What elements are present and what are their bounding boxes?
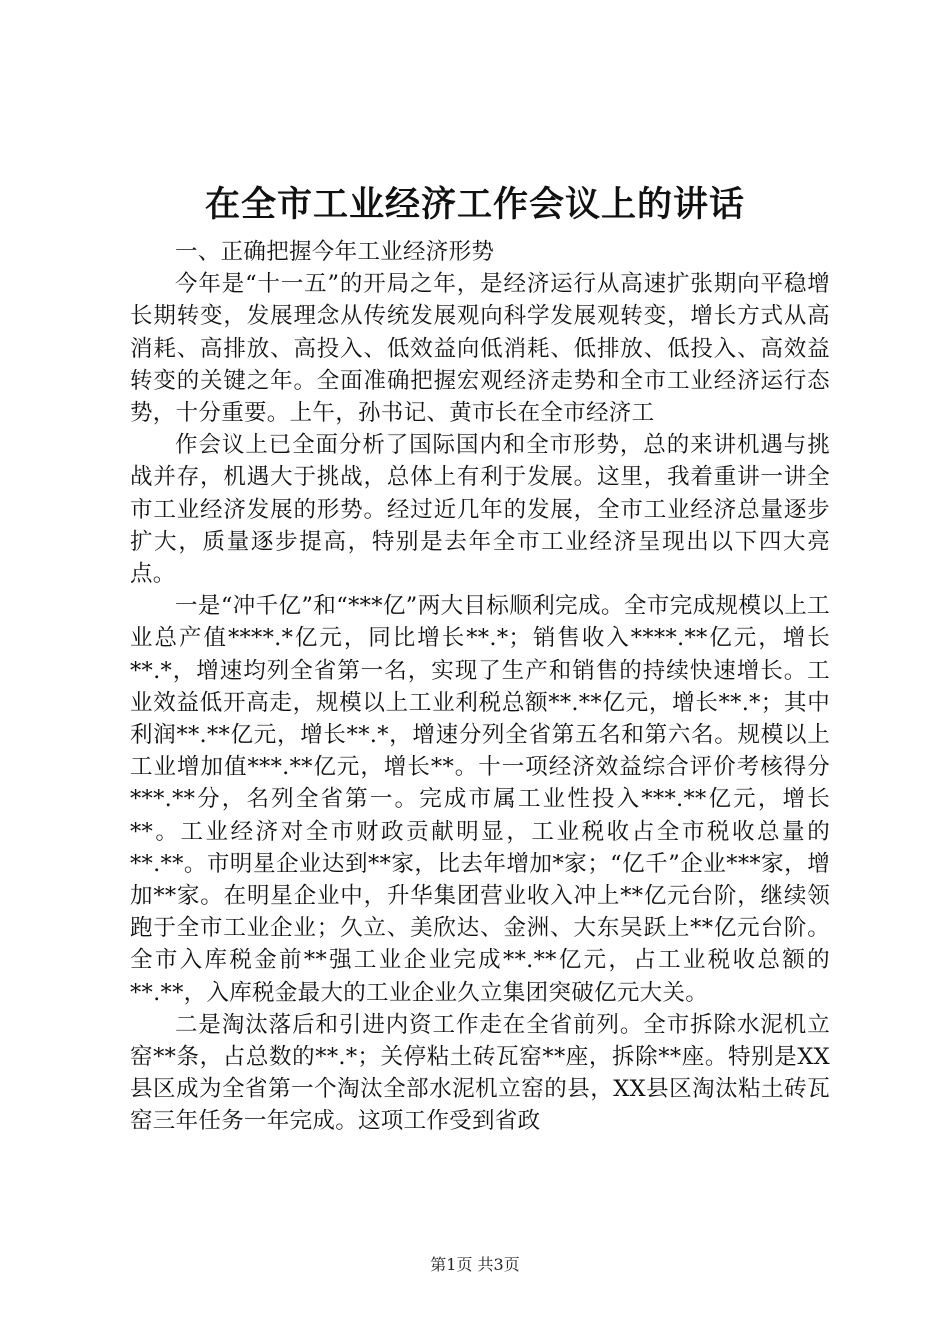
body-paragraph: 二是淘汰落后和引进内资工作走在全省前列。全市拆除水泥机立窑**条，占总数的**.*；关停粘土砖瓦窑**座，拆除**座。特别是XX县区成为全省第一个淘汰全部水泥机立窑的县，XX县区淘汰粘土砖瓦窑三年任务一年完成。这项工作受到省政 (130, 1011, 830, 1135)
body-paragraph: 今年是“十一五”的开局之年，是经济运行从高速扩张期向平稳增长期转变，发展理念从传统发展观向科学发展观转变，增长方式从高消耗、高排放、高投入、低效益向低消耗、低排放、低投入、高效益转变的关键之年。全面准确把握宏观经济走势和全市工业经济运行态势，十分重要。上午，孙书记、黄市长在全市经济工 (130, 271, 830, 427)
body-paragraph: 作会议上已全面分析了国际国内和全市形势，总的来讲机遇与挑战并存，机遇大于挑战，总体上有利于发展。这里，我着重讲一讲全市工业经济发展的形势。经过近几年的发展，全市工业经济总量逐步扩大，质量逐步提高，特别是去年全市工业经济呈现出以下四大亮点。 (130, 432, 830, 588)
section-heading: 一、正确把握今年工业经济形势 (175, 239, 495, 265)
page-number-footer: 第1页 共3页 (430, 1255, 520, 1274)
document-title: 在全市工业经济工作会议上的讲话 (204, 184, 745, 225)
body-paragraph: 一是“冲千亿”和“***亿”两大目标顺利完成。全市完成规模以上工业总产值****.*亿元，同比增长**.*；销售收入****.**亿元，增长**.*，增速均列全省第一名，实现了生产和销售的持续快速增长。工业效益低开高走，规模以上工业利税总额**.**亿元，增长**.*；其中利润**.**亿元，增长**.*，增速分列全省第五名和第六名。规模以上工业增加值***.**亿元，增长**。十一项经济效益综合评价考核得分***.**分，名列全省第一。完成市属工业性投入***.**亿元，增长**。工业经济对全市财政贡献明显，工业税收占全市税收总量的**.**。市明星企业达到**家，比去年增加*家；“亿千”企业***家，增加**家。在明星企业中，升华集团营业收入冲上**亿元台阶，继续领跑于全市工业企业；久立、美欣达、金洲、大东吴跃上**亿元台阶。全市入库税金前**强工业企业完成**.**亿元，占工业税收总额的**.**，入库税金最大的工业企业久立集团突破亿元大关。 (130, 593, 830, 1006)
document-body (130, 236, 830, 1138)
